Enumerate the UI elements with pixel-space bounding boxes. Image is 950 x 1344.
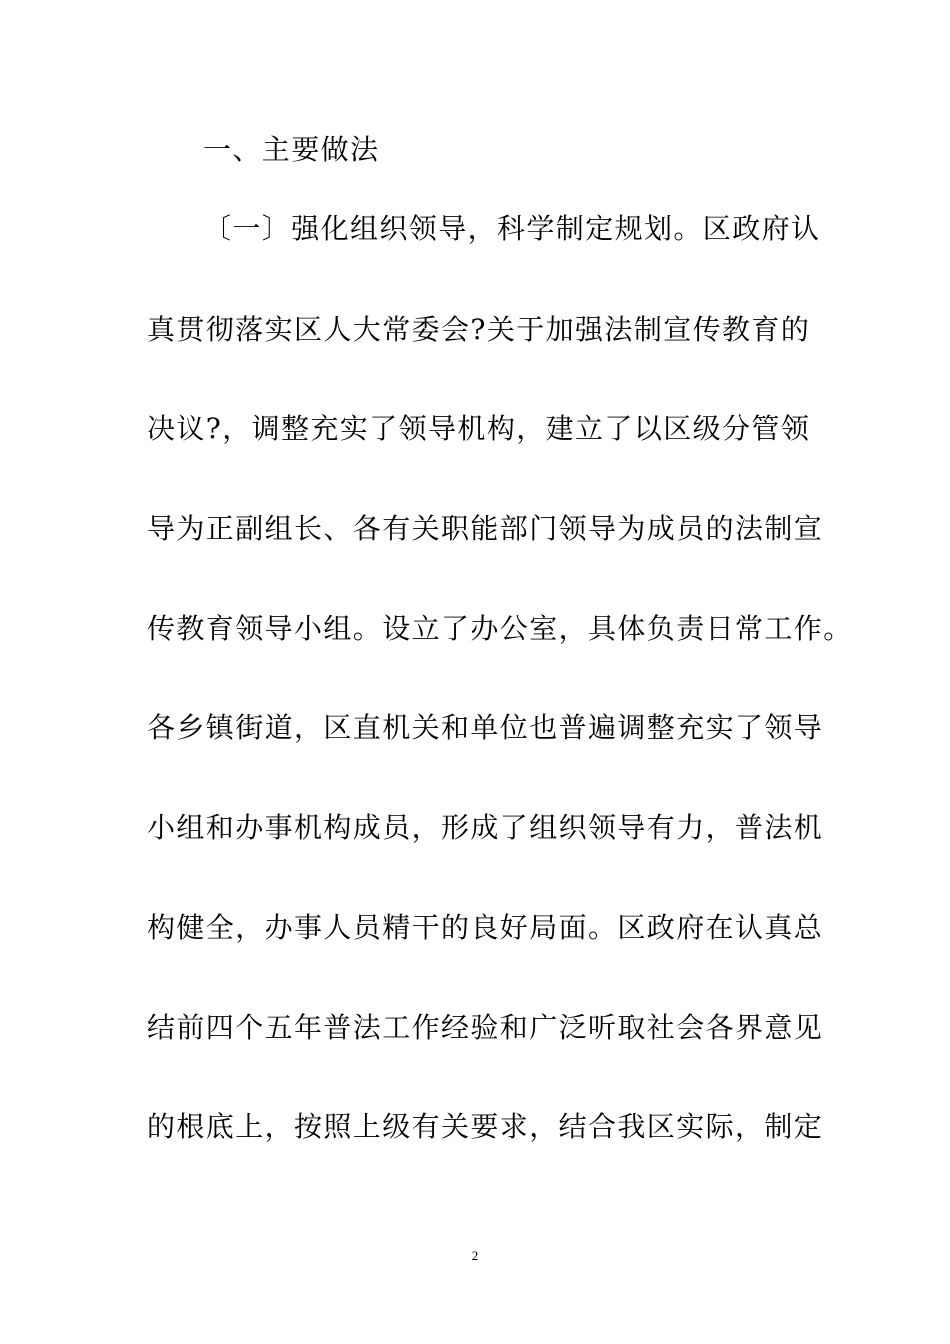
paragraph-line: 导为正副组长、各有关职能部门领导为成员的法制宣 [147,512,824,545]
paragraph-line: 各乡镇街道，区直机关和单位也普遍调整充实了领导 [147,711,824,744]
paragraph-line: 决议?，调整充实了领导机构，建立了以区级分管领 [147,412,811,445]
paragraph-line: 传教育领导小组。设立了办公室，具体负责日常工作。 [147,612,853,645]
paragraph-line: 〔一〕强化组织领导，科学制定规划。区政府认 [203,212,821,245]
page-number: 2 [471,1248,479,1263]
paragraph-line: 的根底上，按照上级有关要求，结合我区实际，制定 [147,1110,824,1143]
section-heading: 一、主要做法 [203,133,380,166]
paragraph-line: 构健全，办事人员精干的良好局面。区政府在认真总 [147,911,824,944]
paragraph-line: 真贯彻落实区人大常委会?关于加强法制宣传教育的 [147,313,811,346]
paragraph-line: 小组和办事机构成员，形成了组织领导有力，普法机 [147,811,824,844]
paragraph-line: 结前四个五年普法工作经验和广泛听取社会各界意见 [147,1011,824,1044]
